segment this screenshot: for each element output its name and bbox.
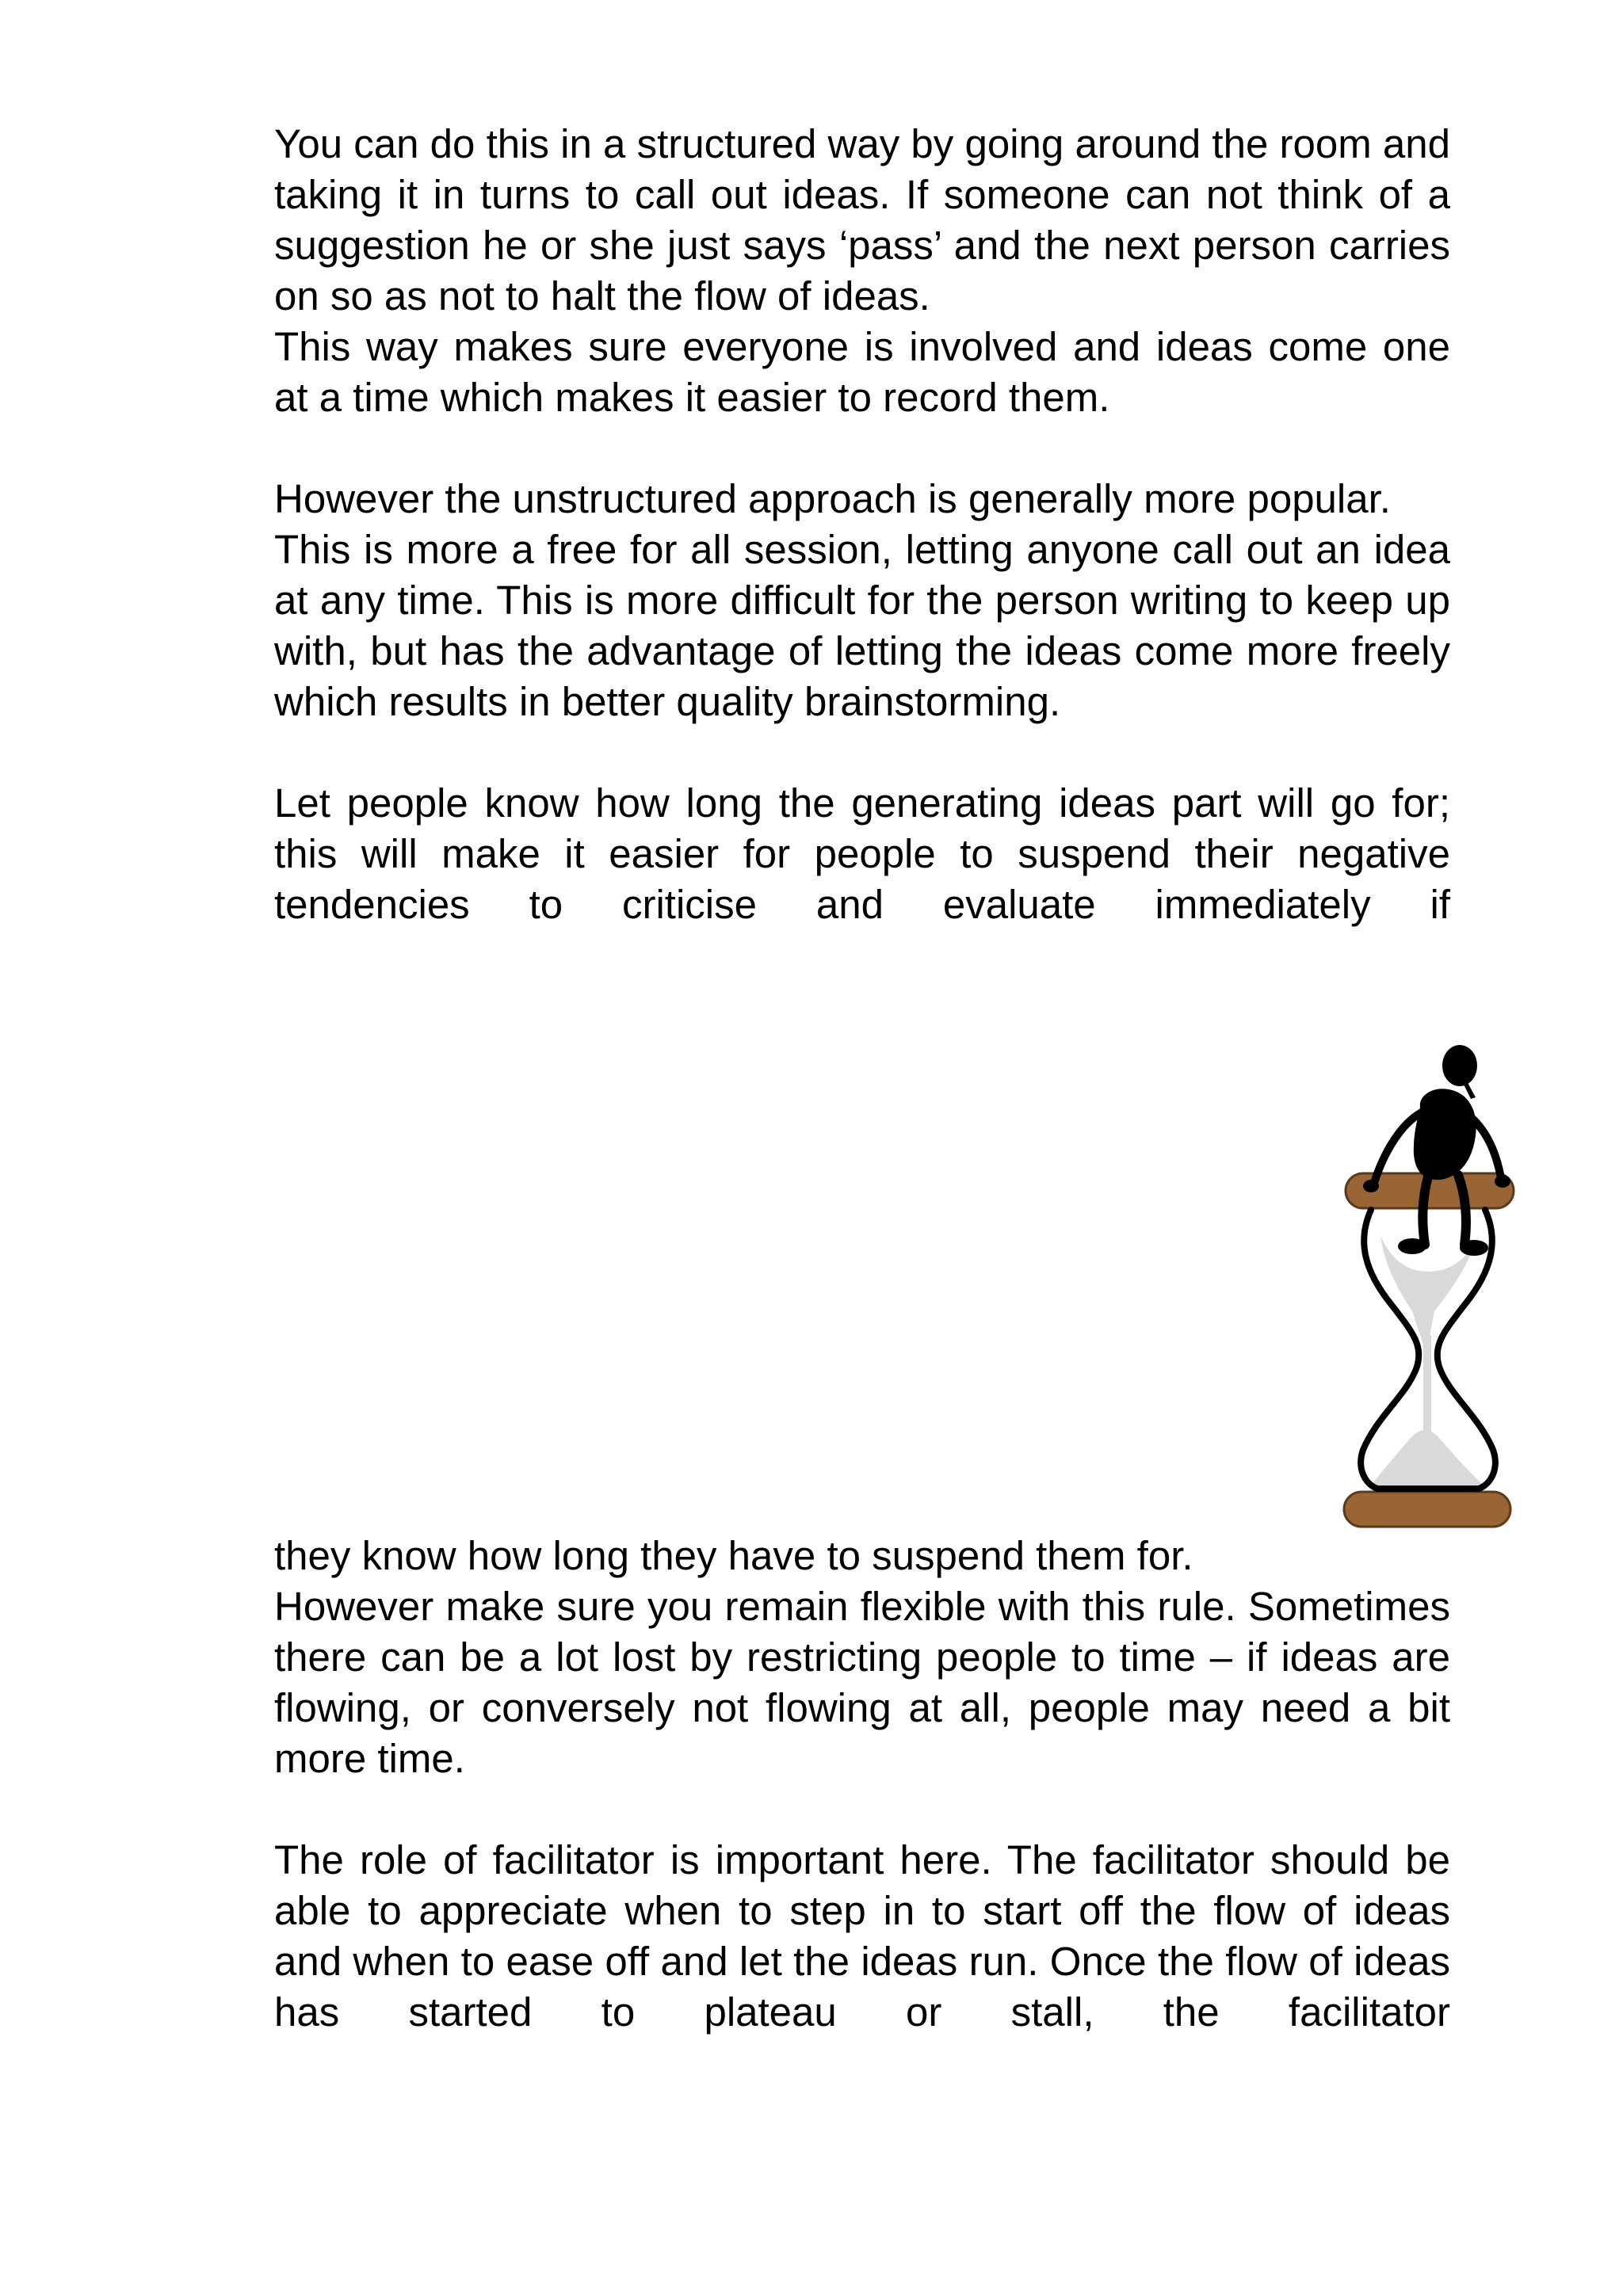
hourglass-sand-bottom bbox=[1369, 1430, 1485, 1487]
hourglass-illustration bbox=[1339, 1034, 1522, 1533]
paragraph-suspend-duration: they know how long they have to suspend them for. bbox=[274, 1533, 1193, 1578]
hourglass-sand-top bbox=[1381, 1236, 1476, 1344]
paragraph-spacer bbox=[274, 727, 1450, 778]
paragraph-free-for-all: This is more a free for all session, letting anyone call out an idea at any time. This is more difficult for the person writing to keep up with, but has the advantage of letting the ideas come more freely which results in better quality brainstorming. bbox=[274, 527, 1450, 724]
paragraph-spacer bbox=[274, 423, 1450, 474]
figure-head bbox=[1442, 1045, 1477, 1086]
figure-left-foot bbox=[1398, 1238, 1426, 1254]
hourglass-with-sitting-figure-icon bbox=[1339, 1034, 1522, 1533]
figure-left-hand bbox=[1363, 1180, 1379, 1192]
paragraph-everyone-involved: This way makes sure everyone is involved and ideas come one at a time which makes it easier to record them. bbox=[274, 324, 1450, 420]
text-block-top bbox=[274, 119, 1450, 930]
paragraph-remain-flexible: However make sure you remain flexible with this rule. Sometimes there can be a lot lost by restricting people to time – if ideas are flowing, or conversely not flowing at all, people may need a bit more time. bbox=[274, 1584, 1450, 1781]
paragraph-spacer bbox=[274, 1784, 1450, 1835]
paragraph-facilitator-role: The role of facilitator is important here. The facilitator should be able to appreciate when to step in to start off the flow of ideas and when to ease off and let the ideas run. Once the flow of ideas has started to plateau or stall, the facilitator bbox=[274, 1837, 1450, 2035]
figure-body bbox=[1414, 1089, 1476, 1180]
paragraph-structured-approach: You can do this in a structured way by going around the room and taking it in turns to call out ideas. If someone can not think of a suggestion he or she just says ‘pass’ and the next person carries on so as not to halt the flow of ideas. bbox=[274, 121, 1450, 318]
figure-right-leg bbox=[1458, 1175, 1466, 1245]
paragraph-unstructured-approach: However the unstructured approach is generally more popular. bbox=[274, 476, 1391, 521]
hourglass-bottom-base bbox=[1344, 1492, 1510, 1527]
figure-left-leg bbox=[1423, 1177, 1428, 1245]
text-block-bottom bbox=[274, 1531, 1450, 2038]
figure-right-hand bbox=[1495, 1175, 1510, 1188]
paragraph-time-limit: Let people know how long the generating ideas part will go for; this will make it easier for people to suspend their negative tendencies to criticise and evaluate immediately if bbox=[274, 780, 1450, 927]
figure-right-foot bbox=[1460, 1240, 1488, 1256]
